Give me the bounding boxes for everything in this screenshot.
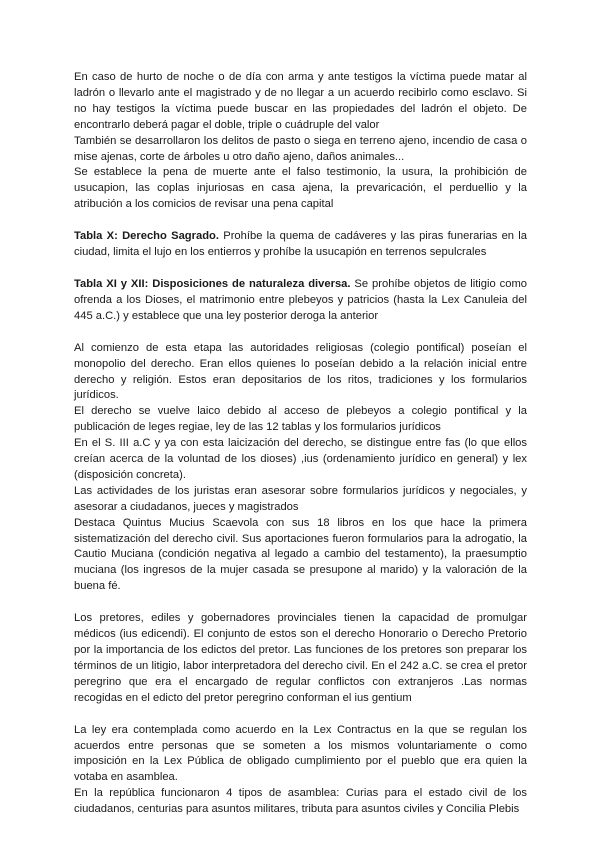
paragraph-derecho-laico: El derecho se vuelve laico debido al acceso de plebeyos a colegio pontifical y la publicación de leges regiae, ley de las 12 tablas y los formularios jurídicos	[74, 405, 527, 434]
tabla-x-text: Prohíbe la quema de cadáveres y las piras funerarias en la ciudad, limita el lujo en los entierros y prohíbe la usucapión en terrenos sepulcrales	[74, 230, 527, 259]
spacer	[74, 595, 527, 611]
document-page	[74, 70, 527, 818]
spacer	[74, 213, 527, 229]
paragraph-asambleas: En la república funcionaron 4 tipos de asamblea: Curias para el estado civil de los ciudadanos, centurias para asuntos militares, tributa para asuntos civiles y Concilia Plebis	[74, 787, 527, 816]
tabla-xi-xii-text: Se prohíbe objetos de litigio como ofrenda a los Dioses, el matrimonio entre plebeyos y patricios (hasta la Lex Canuleia del 445 a.C.) y establece que una ley posterior deroga la anterior	[74, 277, 527, 322]
paragraph-delitos: También se desarrollaron los delitos de pasto o siega en terreno ajeno, incendio de casa o mise ajenas, corte de árboles u otro daño ajeno, daños animales...	[74, 134, 527, 163]
tabla-x-heading: Tabla X: Derecho Sagrado.	[74, 230, 219, 243]
paragraph-pretores: Los pretores, ediles y gobernadores provinciales tienen la capacidad de promulgar médicos (ius edicendi). El conjunto de estos son el derecho Honorario o Derecho Pretorio por la importancia de los edictos del pretor. Las funciones de los pretores son preparar los términos de un litigio, labor interpretadora del derecho civil. En el 242 a.C. se crea el pretor peregrino que era el encargado de regular conflictos con extranjeros .Las normas recogidas en el edicto del pretor peregrino conforman el ius gentium	[74, 612, 527, 704]
paragraph-juristas: Las actividades de los juristas eran asesorar sobre formularios jurídicos y negociales, y asesorar a ciudadanos, jueces y magistrados	[74, 484, 527, 513]
spacer	[74, 261, 527, 277]
paragraph-ley: La ley era contemplada como acuerdo en la Lex Contractus en la que se regulan los acuerdos entre personas que se someten a los mismos voluntariamente o como imposición en la Lex Pública de obligado cumplimiento por el pueblo que era quien la votaba en asamblea.	[74, 723, 527, 784]
paragraph-hurto: En caso de hurto de noche o de día con arma y ante testigos la víctima puede matar al ladrón o llevarlo ante el magistrado y de no llegar a un acuerdo recibirlo como esclavo. Si no hay testigos la víctima puede buscar en las propiedades del ladrón el objeto. De encontrarlo deberá pagar el doble, triple o cuádruple del valor	[74, 71, 527, 131]
paragraph-laicizacion: En el S. III a.C y ya con esta laicización del derecho, se distingue entre fas (lo que ellos creían acerca de la voluntad de los dioses) ,ius (ordenamiento jurídico en general) y lex (disposición concreta).	[74, 437, 527, 481]
paragraph-tabla-x	[74, 229, 527, 261]
paragraph-autoridades-religiosas: Al comienzo de esta etapa las autoridades religiosas (colegio pontifical) poseían el monopolio del derecho. Eran ellos quienes lo poseían debido a la relación inicial entre derecho y religión. Estos eran depositarios de los ritos, tradiciones y los formularios jurídicos.	[74, 341, 527, 402]
spacer	[74, 707, 527, 723]
tabla-xi-xii-heading: Tabla XI y XII: Disposiciones de naturaleza diversa.	[74, 277, 351, 290]
paragraph-pena-muerte: Se establece la pena de muerte ante el falso testimonio, la usura, la prohibición de usucapion, las coplas injuriosas en casa ajena, la prevaricación, el perduellio y la atribución a los comicios de revisar una pena capital	[74, 166, 527, 211]
paragraph-scaevola: Destaca Quintus Mucius Scaevola con sus 18 libros en los que hace la primera sistematización del derecho civil. Sus aportaciones fueron formularios para la adrogatio, la Cautio Muciana (condición negativa al legado a cambio del testamento), la praesumptio muciana (los ingresos de la mujer casada se presupone al marido) y la valoración de la buena fé.	[74, 516, 527, 593]
paragraph-tabla-xi-xii	[74, 277, 527, 325]
spacer	[74, 325, 527, 341]
